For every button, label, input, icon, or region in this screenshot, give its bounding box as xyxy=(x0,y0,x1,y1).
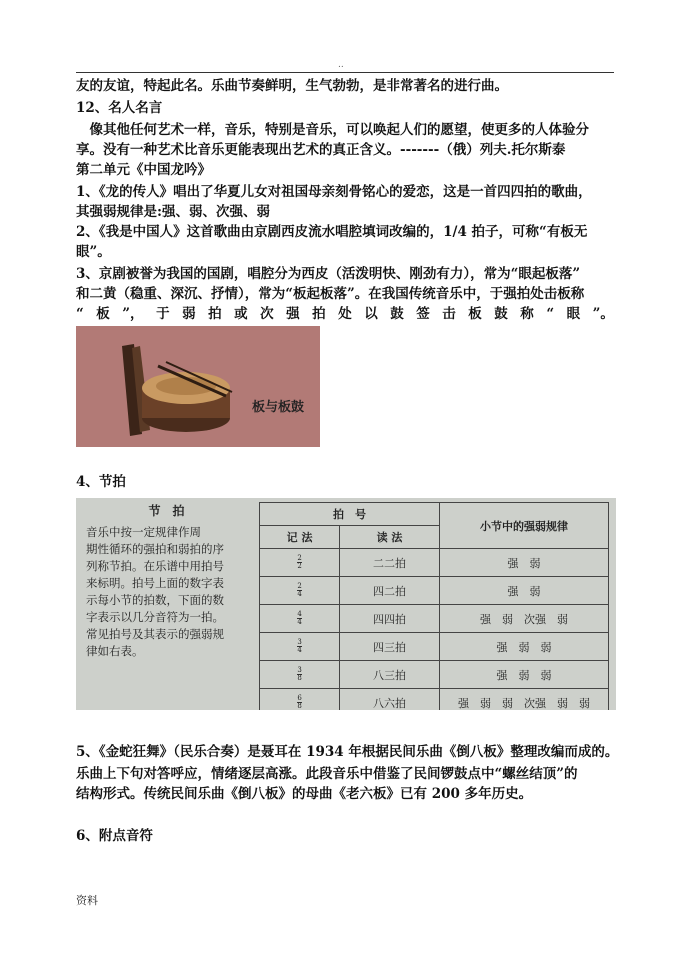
drum-illustration xyxy=(76,326,320,447)
reading-cell: 四四拍 xyxy=(340,605,440,633)
reading-cell: 八六拍 xyxy=(340,689,440,711)
text-line: 3、京剧被誉为我国的国剧，唱腔分为西皮（活泼明快、刚劲有力），常为“眼起板落” xyxy=(76,266,581,282)
section-heading-beat: 4、节拍 xyxy=(76,474,126,490)
table-row xyxy=(260,577,609,605)
reading-cell: 四二拍 xyxy=(340,577,440,605)
text-line: 1、《龙的传人》唱出了华夏儿女对祖国母亲刻骨铭心的爱恋，这是一首四四拍的歌曲， xyxy=(76,184,592,200)
text-line: 结构形式。传统民间乐曲《倒八板》的母曲《老六板》已有 200 多年历史。 xyxy=(76,786,533,802)
rule-cell: 强 弱 xyxy=(439,549,608,577)
text-line: 友的友谊，特起此名。乐曲节奏鲜明，生气勃勃，是非常著名的进行曲。 xyxy=(76,78,508,94)
beat-explanation-body: 音乐中按一定规律作周 期性循环的强拍和弱拍的序 列称节拍。在乐谱中用拍号 来标明。拍号上面的数字表 示每小节的拍数，下面的数 字表示以几分音符为一拍。 常见拍号及其表示的强弱规 律如右表。 xyxy=(86,525,224,658)
header-reading: 读 法 xyxy=(340,526,440,549)
time-signature-table xyxy=(259,502,609,710)
rule-cell: 强 弱 弱 xyxy=(439,633,608,661)
reading-cell: 八三拍 xyxy=(340,661,440,689)
reading-cell: 二二拍 xyxy=(340,549,440,577)
justified-text-line: “ 板 ”， 于 弱 拍 或 次 强 拍 处 以 鼓 签 击 板 鼓 称 “ 眼 ”。 xyxy=(76,306,614,322)
section-heading-quotes: 12、名人名言 xyxy=(76,100,163,116)
section-heading-dotted-notes: 6、附点音符 xyxy=(76,828,153,844)
table-row xyxy=(260,661,609,689)
beat-explanation-title: 节 拍 xyxy=(148,504,185,518)
text-line: 5、《金蛇狂舞》（民乐合奏）是聂耳在 1934 年根据民间乐曲《倒八板》整理改编而成的。 xyxy=(76,744,619,760)
table-row xyxy=(260,689,609,711)
header-mark: .. xyxy=(338,60,344,70)
table-row xyxy=(260,633,609,661)
time-signature-fraction: $\frac{2}{4}$ xyxy=(297,582,302,598)
text-line: 像其他任何艺术一样，音乐，特别是音乐，可以唤起人们的愿望，使更多的人体验分 xyxy=(76,122,589,138)
page-footer: 资料 xyxy=(76,894,98,907)
time-signature-fraction: $\frac{2}{2}$ xyxy=(297,554,302,570)
rule-cell: 强 弱 弱 次强 弱 弱 xyxy=(439,689,608,711)
photo-caption: 板与板鼓 xyxy=(252,400,305,415)
header-notation: 记 法 xyxy=(260,526,340,549)
text-line: 2、《我是中国人》这首歌曲由京剧西皮流水唱腔填词改编的，1/4 拍子，可称“有板无 xyxy=(76,224,588,240)
rule-cell: 强 弱 弱 xyxy=(439,661,608,689)
table-row xyxy=(260,549,609,577)
text-line: 享。没有一种艺术比音乐更能表现出艺术的真正含义。-------（俄）列夫.托尔斯泰 xyxy=(76,142,566,158)
time-signature-fraction: $\frac{4}{4}$ xyxy=(297,610,302,626)
header-strength-rule: 小节中的强弱规律 xyxy=(439,503,608,549)
ban-and-bangu-photo xyxy=(76,326,320,447)
reading-cell: 四三拍 xyxy=(340,633,440,661)
text-line: 眼”。 xyxy=(76,244,111,260)
header-rule xyxy=(76,72,614,73)
time-signature-fraction: $\frac{6}{8}$ xyxy=(297,694,302,710)
text-line: 其强弱规律是:强、弱、次强、弱 xyxy=(76,204,270,220)
beat-explanation xyxy=(76,498,257,710)
time-signature-fraction: $\frac{3}{4}$ xyxy=(297,638,302,654)
header-time-signature: 拍 号 xyxy=(260,503,440,526)
rule-cell: 强 弱 次强 弱 xyxy=(439,605,608,633)
text-line: 和二黄（稳重、深沉、抒情），常为“板起板落”。在我国传统音乐中，于强拍处击板称 xyxy=(76,286,585,302)
table-row xyxy=(260,605,609,633)
text-line: 乐曲上下句对答呼应，情绪逐层高涨。此段音乐中借鉴了民间锣鼓点中“螺丝结顶”的 xyxy=(76,766,578,782)
time-signature-fraction: $\frac{3}{8}$ xyxy=(297,666,302,682)
rule-cell: 强 弱 xyxy=(439,577,608,605)
unit-heading: 第二单元《中国龙吟》 xyxy=(76,162,211,178)
beat-table-image xyxy=(76,498,616,710)
